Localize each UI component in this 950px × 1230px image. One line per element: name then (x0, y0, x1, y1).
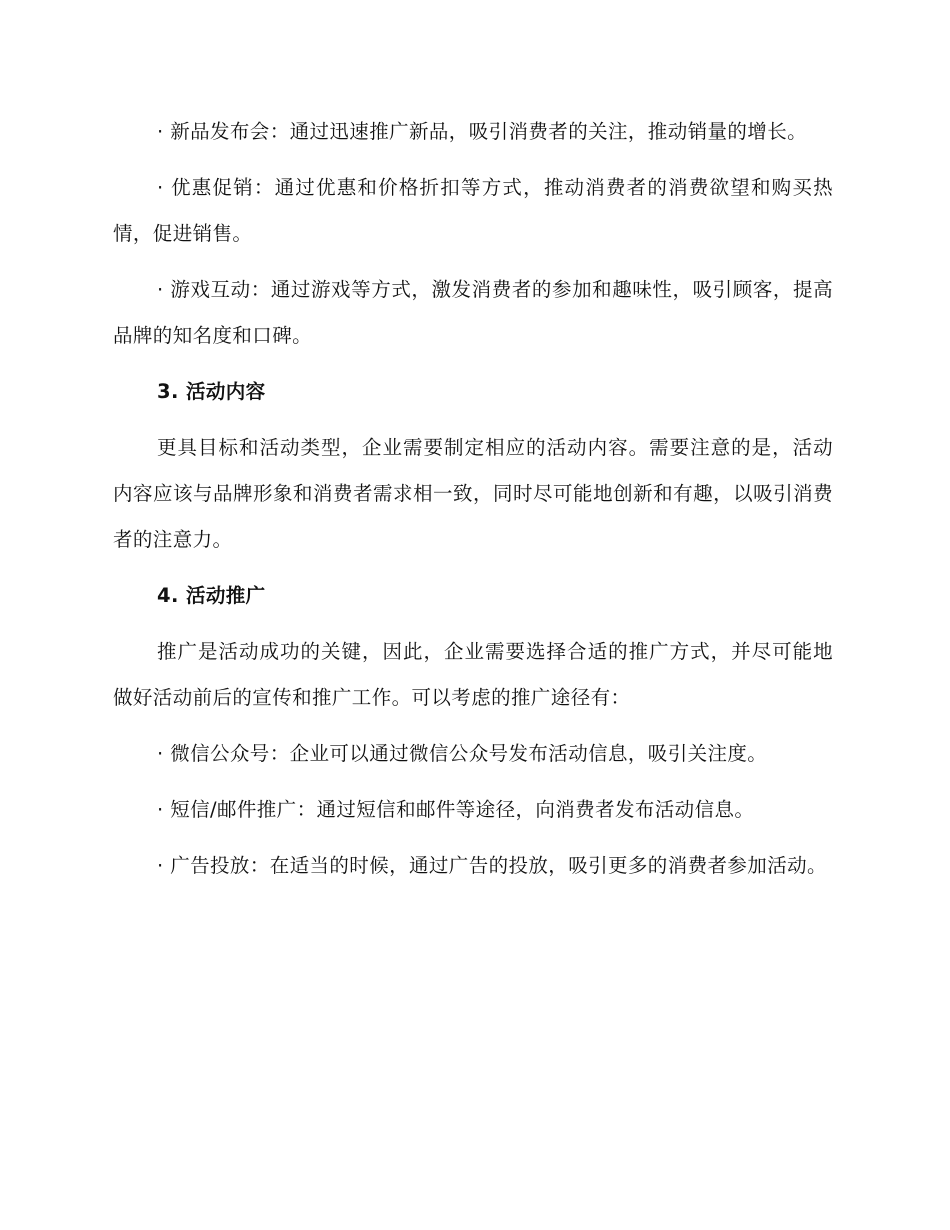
bullet-sms-email-promotion: · 短信/邮件推广：通过短信和邮件等途径，向消费者发布活动信息。 (157, 798, 755, 821)
section-heading-activity-content: 3. 活动内容 (157, 380, 266, 403)
section-heading-activity-promotion: 4. 活动推广 (157, 584, 266, 607)
bullet-new-product-launch: · 新品发布会：通过迅速推广新品，吸引消费者的关注，推动销量的增长。 (157, 120, 807, 143)
paragraph-activity-promotion: 推广是活动成功的关键，因此，企业需要选择合适的推广方式，并尽可能地做好活动前后的宣传和推广工作。可以考虑的推广途径有： (113, 640, 833, 709)
bullet-game-interaction: · 游戏互动：通过游戏等方式，激发消费者的参加和趣味性，吸引顾客，提高品牌的知名度和口碑。 (113, 278, 833, 347)
bullet-advertising: · 广告投放：在适当的时候，通过广告的投放，吸引更多的消费者参加活动。 (157, 854, 827, 877)
bullet-wechat-official-account: · 微信公众号：企业可以通过微信公众号发布活动信息，吸引关注度。 (157, 742, 768, 765)
document-body (113, 109, 833, 899)
paragraph-activity-content: 更具目标和活动类型，企业需要制定相应的活动内容。需要注意的是，活动内容应该与品牌形象和消费者需求相一致，同时尽可能地创新和有趣，以吸引消费者的注意力。 (113, 436, 833, 551)
bullet-discount-promotion: · 优惠促销：通过优惠和价格折扣等方式，推动消费者的消费欲望和购买热情，促进销售。 (113, 176, 833, 245)
